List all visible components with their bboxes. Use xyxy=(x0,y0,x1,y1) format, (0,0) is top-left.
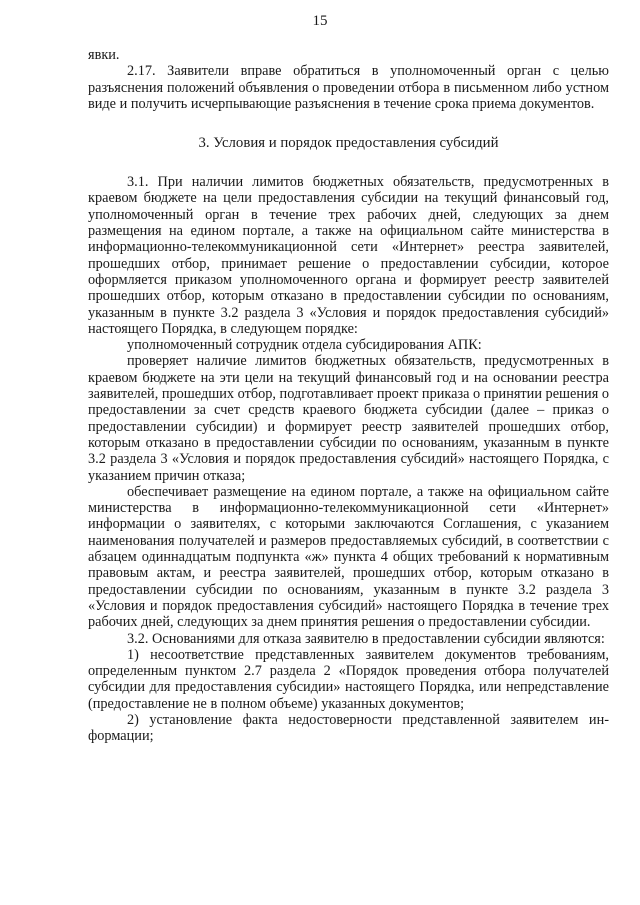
paragraph-2-17: 2.17. Заявители вправе обратиться в уполномоченный орган с целью разъяснения положений объявления о проведении отбора в письменном либо устном виде и получить исчерпывающие разъяснения в течение срока приема документов. xyxy=(88,63,609,112)
paragraph-authorized-employee: уполномоченный сотрудник отдела субсидирования АПК: xyxy=(127,337,482,354)
section-heading: 3. Условия и порядок предоставления субсидий xyxy=(198,135,499,152)
list-item-1: 1) несоответствие представленных заявителем документов требованиям, определенным пунктом 2.7 раздела 2 «Порядок проведения отбора получателей субсидии для предоставления субсидии» настоящего Порядка, или непредставление (предоставление не в полном объеме) указанных документов; xyxy=(88,646,609,712)
document-body xyxy=(88,47,609,745)
paragraph-3-2: 3.2. Основаниями для отказа заявителю в предоставлении субсидии являются: xyxy=(127,630,605,647)
page-number: 15 xyxy=(312,13,328,29)
paragraph-3-1: 3.1. При наличии лимитов бюджетных обязательств, предусмотренных в краевом бюджете на цели предоставления субсидии на текущий финансовый год, уполномоченный орган в течение трех рабочих дней, следующих за днем размещения на едином портале, а также на официальном сайте министерства в информационно-телекоммуникационной сети «Интернет» реестра заявителей, прошедших отбор, принимает решение о предоставлении субсидии, которое оформляется приказом уполномоченного органа и формирует реестр заявителей прошедших отбор, которым отказано в предоставлении субсидии по основаниям, указанным в пункте 3.2 раздела 3 «Условия и порядок предоставления субсидий» настоящего Порядка, в следующем порядке: xyxy=(88,174,609,337)
paragraph-ensures-publication: обеспечивает размещение на едином портале, а также на официальном сайте министерства в информационно-телекоммуникационной сети «Интернет» информации о заявителях, с которыми заключаются Соглашения, с указанием наименования получателей и размеров предоставляемых субсидий, в соответствии с абзацем одиннадцатым подпункта «ж» пункта 4 общих требований к нормативным правовым актам, и реестра заявителей, прошедших отбор, которым отказано в предоставлении субсидии по основаниям, указанным в пункте 3.2 раздела 3 «Условия и порядок предоставления субсидий» настоящего Порядка в течение трех рабочих дней, следующих за днем принятия решения о предоставлении субсидии. xyxy=(88,483,609,631)
list-item-2: 2) установление факта недостоверности представленной заявителем информации; xyxy=(88,711,609,745)
paragraph-checks-limits: проверяет наличие лимитов бюджетных обязательств, предусмотренных в краевом бюджете на эти цели на текущий финансовый год и на основании реестра заявителей, прошедших отбор, подготавливает проект приказа о принятии решения о предоставлении за счет средств краевого бюджета субсидии (далее – приказ о предоставлении субсидии) и формирует реестр заявителей прошедших отбор, которым отказано в предоставлении субсидии по основаниям, указанным в пункте 3.2 раздела 3 «Условия и порядок предоставления субсидий» настоящего Порядка, с указанием причин отказа; xyxy=(88,353,609,484)
paragraph-continuation: явки. xyxy=(88,47,120,63)
